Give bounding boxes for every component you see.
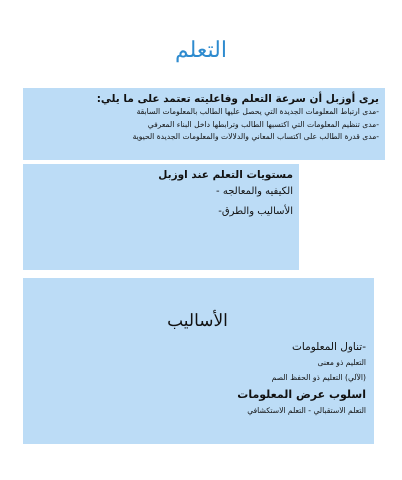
page-title: التعلم <box>175 38 227 63</box>
info-handling-item: التعليم ذو معنى <box>317 358 366 367</box>
methods-box <box>23 278 374 444</box>
levels-heading: مستويات التعلم عند اوزبل <box>158 169 293 181</box>
info-handling-item: (الآلي) التعليم ذو الحفظ الصم <box>271 373 366 382</box>
condition-line: -مدى قدرة الطالب على اكتساب المعاني والدلالات والمعلومات الجديدة الحيوية <box>132 132 379 141</box>
info-handling-title: -تناول المعلومات <box>292 341 366 353</box>
info-presentation-item: التعلم الاستقبالي - التعلم الاستكشافي <box>247 406 366 415</box>
methods-heading: الأساليب <box>167 311 228 331</box>
learning-levels-box <box>23 164 299 270</box>
condition-line: -مدى تنظيم المعلومات التي اكتسبها الطالب وترابطها داخل البناء المعرفي <box>147 119 379 129</box>
conditions-heading: يرى أوزبل أن سرعة التعلم وفاعليته تعتمد على ما يلي: <box>96 93 379 105</box>
ausubel-conditions-box <box>23 88 385 160</box>
condition-line: -مدى ارتباط المعلومات الجديدة التي يحصل عليها الطالب بالمعلومات السابقة <box>136 107 379 116</box>
level-item: الكيفيه والمعالجه - <box>216 186 293 197</box>
info-presentation-title: اسلوب عرض المعلومات <box>237 388 366 401</box>
level-item: الأساليب والطرق- <box>218 206 293 217</box>
